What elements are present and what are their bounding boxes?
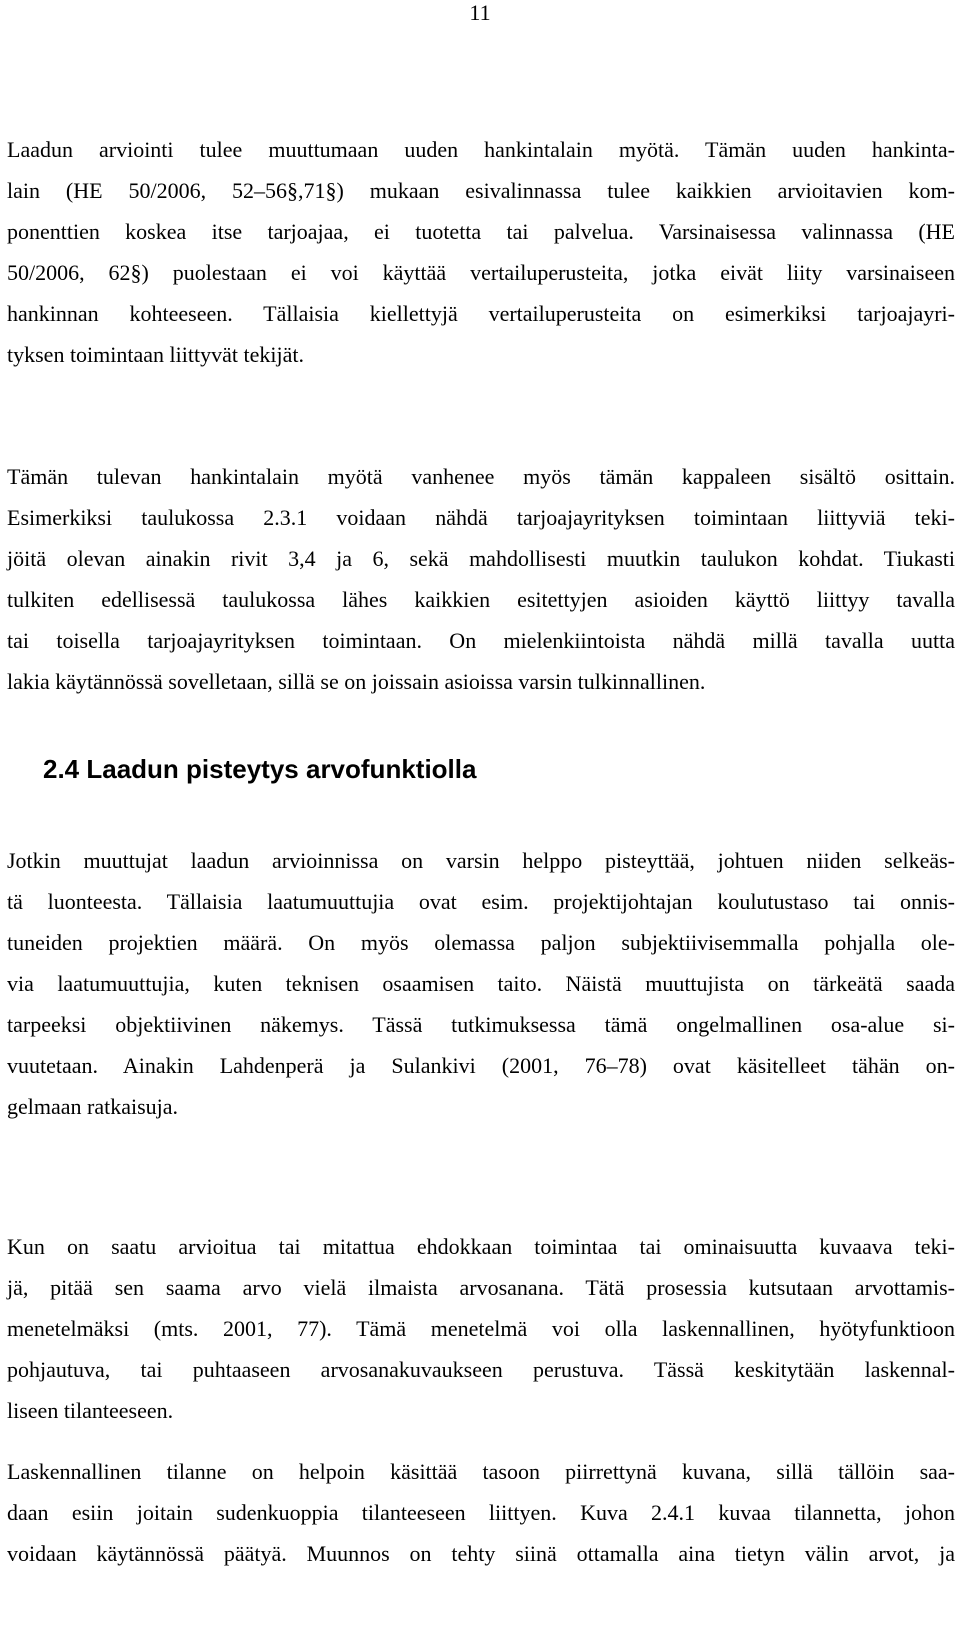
text-line: pohjautuva, tai puhtaaseen arvosanakuvaukseen perustuva. Tässä keskitytään laskennal- (7, 1357, 955, 1382)
text-line: tyksen toimintaan liittyvät tekijät. (7, 342, 304, 367)
text-line: vuutetaan. Ainakin Lahdenperä ja Sulankivi (2001, 76–78) ovat käsitelleet tähän on- (7, 1053, 955, 1078)
text-line: hankinnan kohteeseen. Tällaisia kiellettyjä vertailuperusteita on esimerkiksi tarjoajayri- (7, 301, 955, 326)
text-line: liseen tilanteeseen. (7, 1398, 174, 1423)
text-line: menetelmäksi (mts. 2001, 77). Tämä menetelmä voi olla laskennallinen, hyötyfunktioon (7, 1316, 955, 1341)
text-line: jöitä olevan ainakin rivit 3,4 ja 6, sekä mahdollisesti muutkin taulukon kohdat. Tiukasti (7, 546, 955, 571)
text-line: jä, pitää sen saama arvo vielä ilmaista arvosanana. Tätä prosessia kutsutaan arvottamis- (7, 1275, 955, 1300)
text-line: Jotkin muuttujat laadun arvioinnissa on varsin helppo pisteyttää, johtuen niiden selkeäs- (7, 848, 955, 873)
paragraph-1 (7, 129, 955, 375)
text-line: voidaan käytännössä päätyä. Muunnos on tehty siinä ottamalla aina tietyn välin arvot, ja (7, 1541, 955, 1566)
paragraph-3 (7, 840, 955, 1127)
text-line: Kun on saatu arvioitua tai mitattua ehdokkaan toimintaa tai ominaisuutta kuvaava teki- (7, 1234, 955, 1259)
text-line: Tämän tulevan hankintalain myötä vanhenee myös tämän kappaleen sisältö osittain. (7, 464, 955, 489)
text-line: tä luonteesta. Tällaisia laatumuuttujia ovat esim. projektijohtajan koulutustaso tai onnis- (7, 889, 955, 914)
text-line: Laskennallinen tilanne on helpoin käsittää tasoon piirrettynä kuvana, sillä tällöin saa- (7, 1459, 955, 1484)
text-line: via laatumuuttujia, kuten teknisen osaamisen taito. Näistä muuttujista on tärkeätä saada (7, 971, 955, 996)
text-line: tulkiten edellisessä taulukossa lähes kaikkien esitettyjen asioiden käyttö liittyy tavalla (7, 587, 955, 612)
page-number: 11 (469, 0, 491, 25)
text-line: tuneiden projektien määrä. On myös olemassa paljon subjektiivisemmalla pohjalla ole- (7, 930, 955, 955)
text-line: ponenttien koskea itse tarjoajaa, ei tuotetta tai palvelua. Varsinaisessa valinnassa (HE (7, 219, 955, 244)
text-line: tai toisella tarjoajayrityksen toimintaan. On mielenkiintoista nähdä millä tavalla uutta (7, 628, 955, 653)
paragraph-5 (7, 1451, 955, 1574)
text-line: Esimerkiksi taulukossa 2.3.1 voidaan nähdä tarjoajayrityksen toimintaan liittyviä teki- (7, 505, 955, 530)
text-line: 50/2006, 62§) puolestaan ei voi käyttää vertailuperusteita, jotka eivät liity varsinaiseen (7, 260, 955, 285)
text-line: tarpeeksi objektiivinen näkemys. Tässä tutkimuksessa tämä ongelmallinen osa-alue si- (7, 1012, 955, 1037)
text-line: gelmaan ratkaisuja. (7, 1094, 179, 1119)
paragraph-2 (7, 456, 955, 702)
text-line: Laadun arviointi tulee muuttumaan uuden hankintalain myötä. Tämän uuden hankinta- (7, 137, 955, 162)
section-heading: 2.4 Laadun pisteytys arvofunktiolla (43, 754, 477, 784)
text-line: lakia käytännössä sovelletaan, sillä se on joissain asioissa varsin tulkinnallinen. (7, 669, 706, 694)
paragraph-4 (7, 1226, 955, 1431)
text-line: daan esiin joitain sudenkuoppia tilanteeseen liittyen. Kuva 2.4.1 kuvaa tilannetta, johon (7, 1500, 955, 1525)
text-line: lain (HE 50/2006, 52–56§,71§) mukaan esivalinnassa tulee kaikkien arvioitavien kom- (7, 178, 955, 203)
